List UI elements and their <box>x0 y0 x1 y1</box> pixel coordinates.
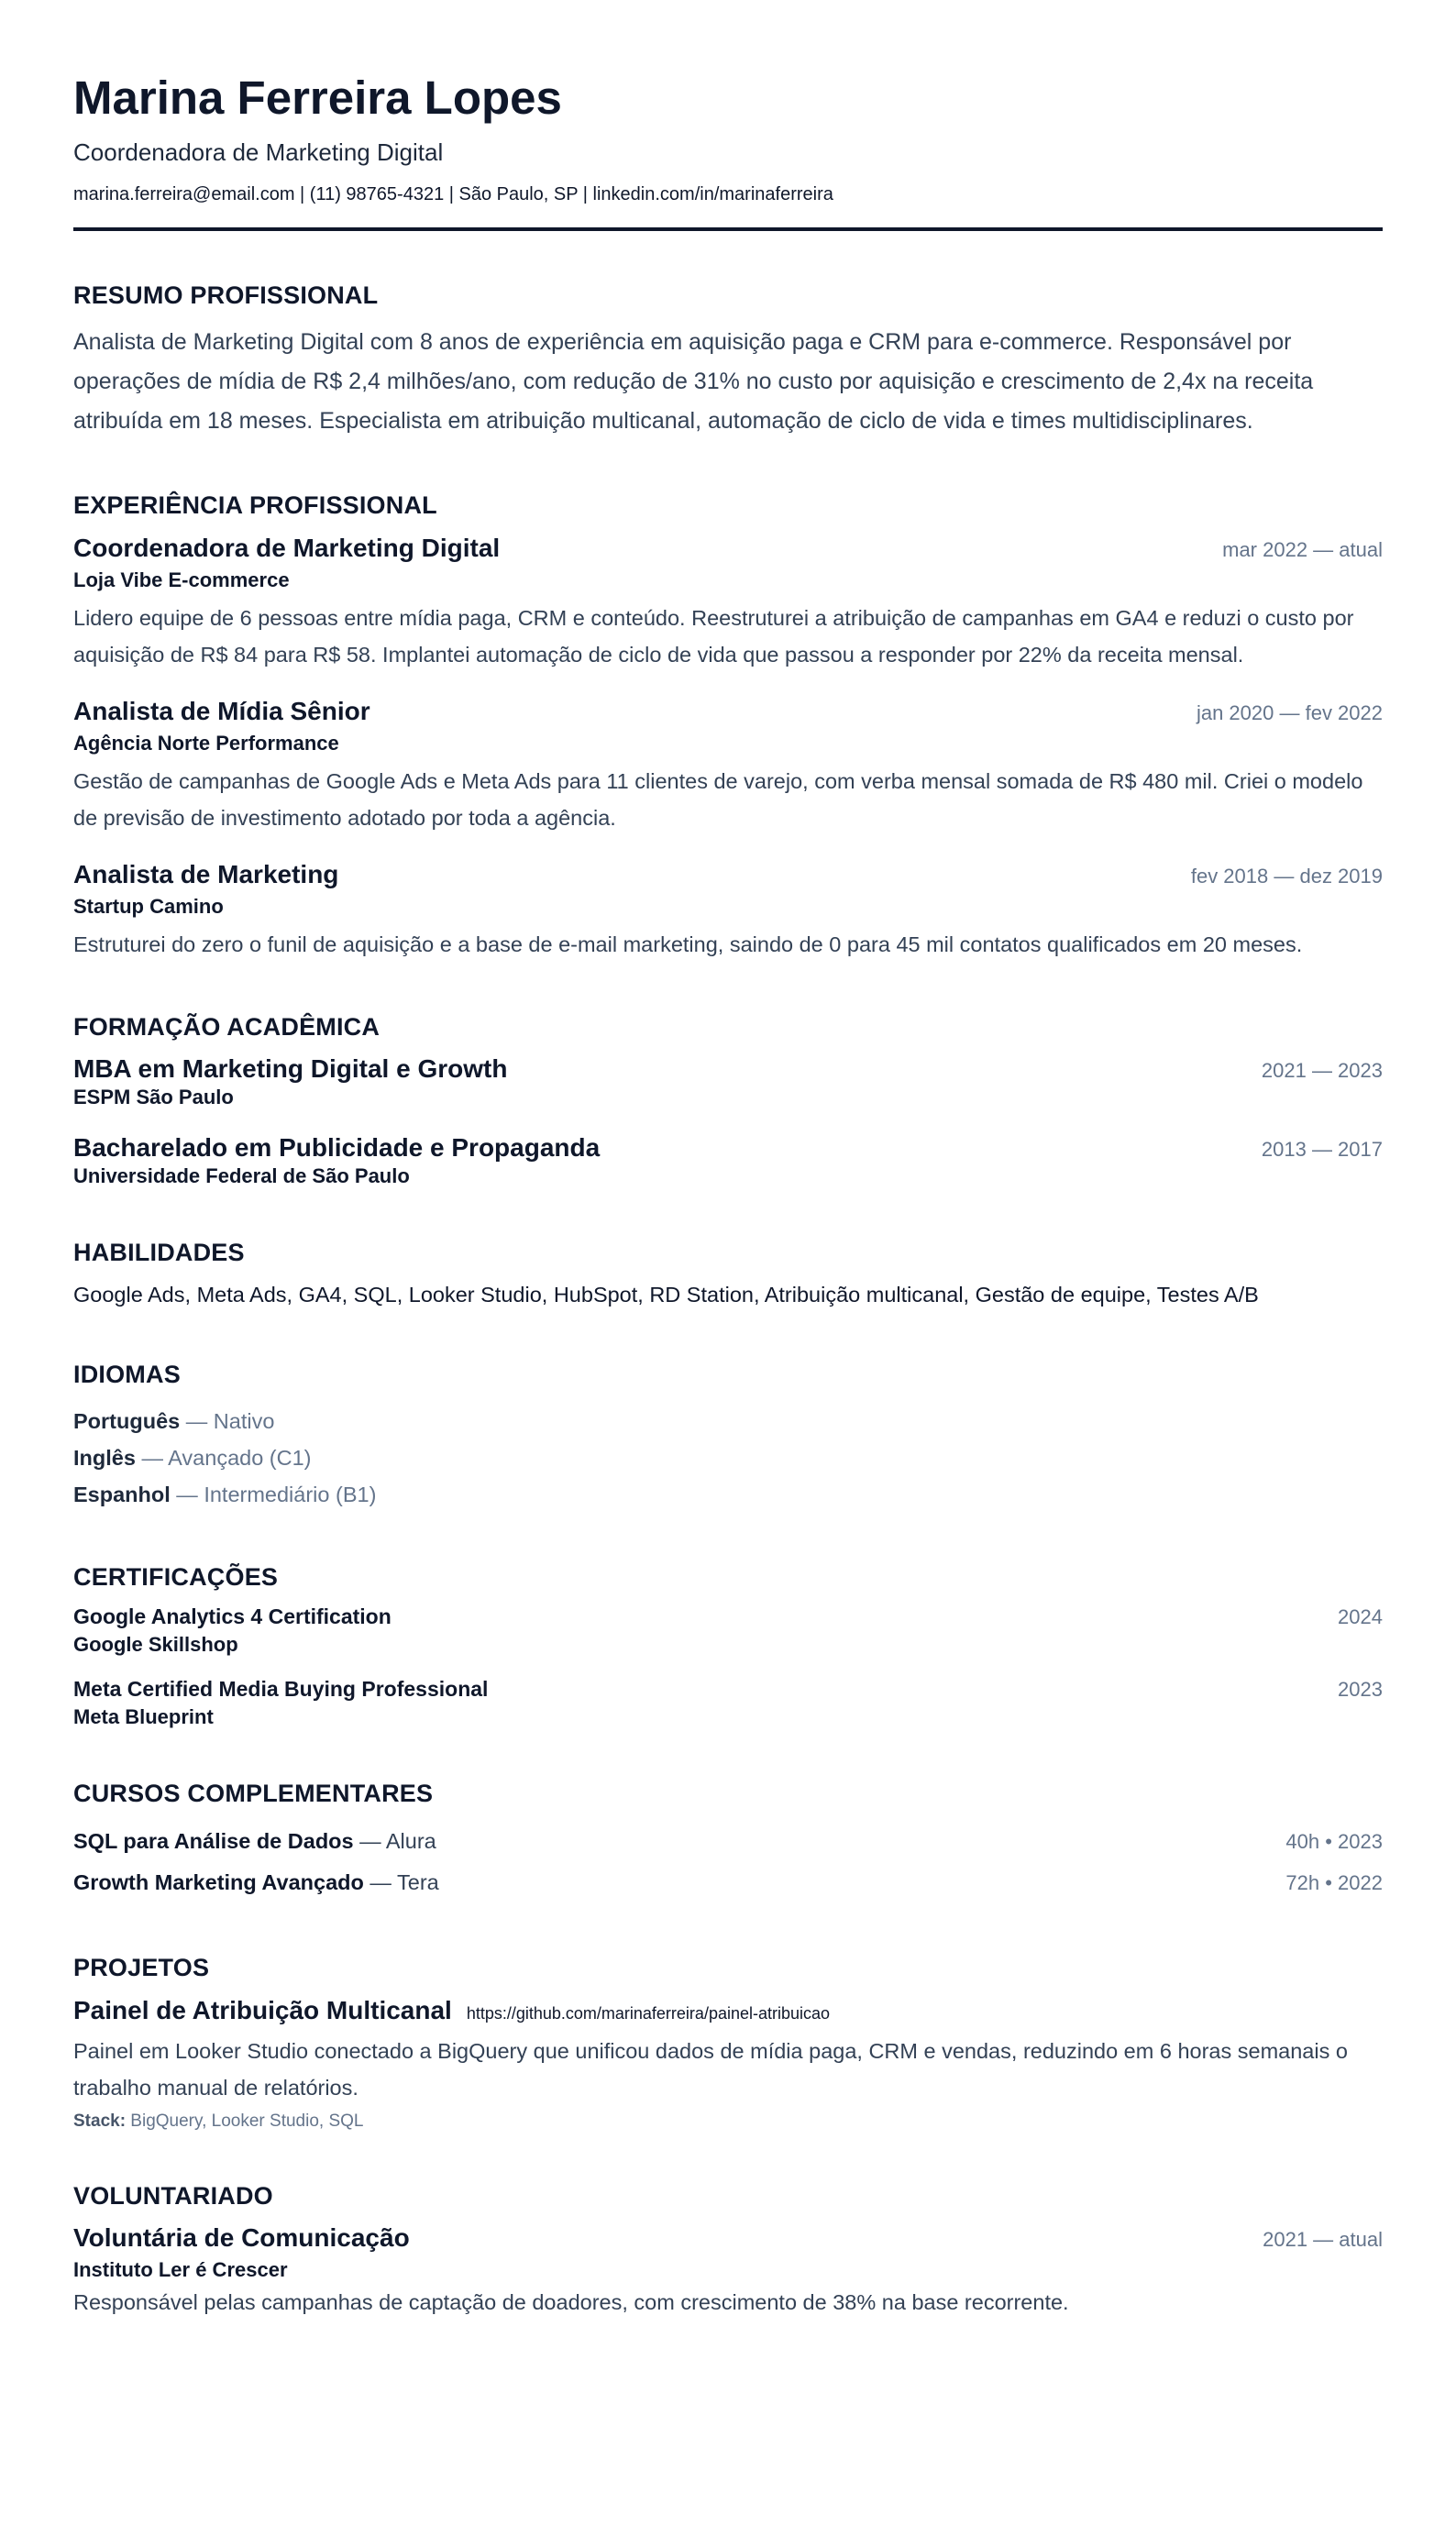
volunteer-org: Instituto Ler é Crescer <box>73 2258 288 2282</box>
project-stack <box>73 2111 1383 2132</box>
course-item <box>73 1862 1383 1903</box>
skills-list: Google Ads, Meta Ads, GA4, SQL, Looker Studio, HubSpot, RD Station, Atribuição multicanal, Gestão de equipe, Testes A/B <box>73 1283 1259 1307</box>
experience-entry <box>73 860 1383 963</box>
job-date: jan 2020 — fev 2022 <box>1196 700 1383 724</box>
course-meta: 72h • 2022 <box>1285 1871 1383 1895</box>
section-title: CERTIFICAÇÕES <box>73 1562 279 1591</box>
project-entry <box>73 1996 1383 2132</box>
projects-section <box>73 1953 1383 2131</box>
contact-line: marina.ferreira@email.com | (11) 98765-4321 | São Paulo, SP | linkedin.com/in/marinaferreira <box>73 183 833 204</box>
project-name: Painel de Atribuição Multicanal <box>73 1995 452 2024</box>
job-description: Estruturei do zero o funil de aquisição e a base de e-mail marketing, saindo de 0 para 45 mil contatos qualificados em 20 meses. <box>73 932 1303 956</box>
certification-year: 2023 <box>1338 1678 1383 1702</box>
section-title: VOLUNTARIADO <box>73 2181 273 2210</box>
course-provider: — Tera <box>363 1870 439 1895</box>
experience-entry <box>73 697 1383 836</box>
certification-issuer: Google Skillshop <box>73 1633 238 1657</box>
project-description: Painel em Looker Studio conectado a BigQuery que unificou dados de mídia paga, CRM e vendas, reduzindo em 6 horas semanais o trabalho manual de relatórios. <box>73 2038 1348 2100</box>
language-item <box>73 1403 1383 1439</box>
language-name: Inglês <box>73 1445 136 1470</box>
certification-entry <box>73 1604 1383 1657</box>
school-name: ESPM São Paulo <box>73 1086 234 1108</box>
certifications-section <box>73 1562 1383 1729</box>
course-provider: — Alura <box>353 1829 436 1854</box>
company-name: Loja Vibe E-commerce <box>73 568 290 591</box>
languages-section <box>73 1360 1383 1512</box>
project-link[interactable]: https://github.com/marinaferreira/painel-atribuicao <box>466 2003 831 2023</box>
course-name: SQL para Análise de Dados <box>73 1829 354 1854</box>
language-level: — Nativo <box>180 1408 275 1433</box>
job-date: mar 2022 — atual <box>1222 537 1383 561</box>
language-level: — Avançado (C1) <box>135 1445 312 1470</box>
job-title: Analista de Mídia Sênior <box>73 696 370 725</box>
job-title: Analista de Marketing <box>73 859 339 888</box>
certification-entry <box>73 1677 1383 1729</box>
section-title: HABILIDADES <box>73 1239 245 1266</box>
experience-entry <box>73 534 1383 673</box>
candidate-headline: Coordenadora de Marketing Digital <box>73 138 444 166</box>
volunteering-entry <box>73 2223 1383 2321</box>
stack-list: BigQuery, Looker Studio, SQL <box>126 2111 364 2131</box>
education-entry <box>73 1133 1383 1188</box>
certification-year: 2024 <box>1338 1605 1383 1629</box>
section-title: IDIOMAS <box>73 1361 181 1389</box>
language-level: — Intermediário (B1) <box>170 1482 377 1506</box>
section-title: PROJETOS <box>73 1954 210 1982</box>
summary-section <box>73 281 1383 441</box>
job-title: Coordenadora de Marketing Digital <box>73 533 501 562</box>
course-item <box>73 1821 1383 1862</box>
company-name: Agência Norte Performance <box>73 731 339 755</box>
degree-date: 2013 — 2017 <box>1261 1138 1383 1161</box>
language-name: Português <box>73 1408 181 1433</box>
language-item <box>73 1439 1383 1476</box>
language-name: Espanhol <box>73 1482 171 1506</box>
section-title: CURSOS COMPLEMENTARES <box>73 1780 434 1808</box>
company-name: Startup Camino <box>73 894 224 918</box>
certification-issuer: Meta Blueprint <box>73 1705 214 1729</box>
certification-name: Google Analytics 4 Certification <box>73 1604 392 1629</box>
header-divider <box>73 227 1383 231</box>
summary-text: Analista de Marketing Digital com 8 anos de experiência em aquisição paga e CRM para e-commerce. Responsável por operações de mídia de R$ 2,4 milhões/ano, com redução de 31% no custo por aquisição e crescimento de 2,4x na receita atribuída em 18 meses. Especialista em atribuição multicanal, automação de ciclo de vida e times multidisciplinares. <box>73 329 1314 435</box>
stack-label: Stack: <box>73 2111 127 2131</box>
degree-title: Bacharelado em Publicidade e Propaganda <box>73 1133 601 1162</box>
candidate-name: Marina Ferreira Lopes <box>73 72 562 124</box>
job-description: Lidero equipe de 6 pessoas entre mídia paga, CRM e conteúdo. Reestruturei a atribuição de campanhas em GA4 e reduzi o custo por aquisição de R$ 84 para R$ 58. Implantei automação de ciclo de vida que passou a responder por 22% da receita mensal. <box>73 605 1354 667</box>
job-description: Gestão de campanhas de Google Ads e Meta Ads para 11 clientes de varejo, com verba mensal somada de R$ 480 mil. Criei o modelo de previsão de investimento adotado por toda a agência. <box>73 768 1363 830</box>
course-meta: 40h • 2023 <box>1285 1830 1383 1854</box>
education-section <box>73 1012 1383 1188</box>
volunteer-description: Responsável pelas campanhas de captação de doadores, com crescimento de 38% na base recorrente. <box>73 2290 1069 2315</box>
resume-header <box>73 72 1383 231</box>
volunteer-role: Voluntária de Comunicação <box>73 2223 410 2253</box>
experience-section <box>73 491 1383 962</box>
degree-date: 2021 — 2023 <box>1261 1059 1383 1082</box>
job-date: fev 2018 — dez 2019 <box>1190 864 1383 888</box>
section-title: EXPERIÊNCIA PROFISSIONAL <box>73 491 437 520</box>
language-item <box>73 1476 1383 1513</box>
volunteer-date: 2021 — atual <box>1263 2228 1383 2252</box>
skills-section <box>73 1238 1383 1310</box>
certification-name: Meta Certified Media Buying Professional <box>73 1677 489 1702</box>
section-title: RESUMO PROFISSIONAL <box>73 281 379 309</box>
degree-title: MBA em Marketing Digital e Growth <box>73 1054 508 1083</box>
school-name: Universidade Federal de São Paulo <box>73 1164 410 1187</box>
volunteering-section <box>73 2181 1383 2321</box>
courses-section <box>73 1779 1383 1903</box>
course-name: Growth Marketing Avançado <box>73 1870 364 1895</box>
section-title: FORMAÇÃO ACADÊMICA <box>73 1012 381 1041</box>
education-entry <box>73 1054 1383 1109</box>
